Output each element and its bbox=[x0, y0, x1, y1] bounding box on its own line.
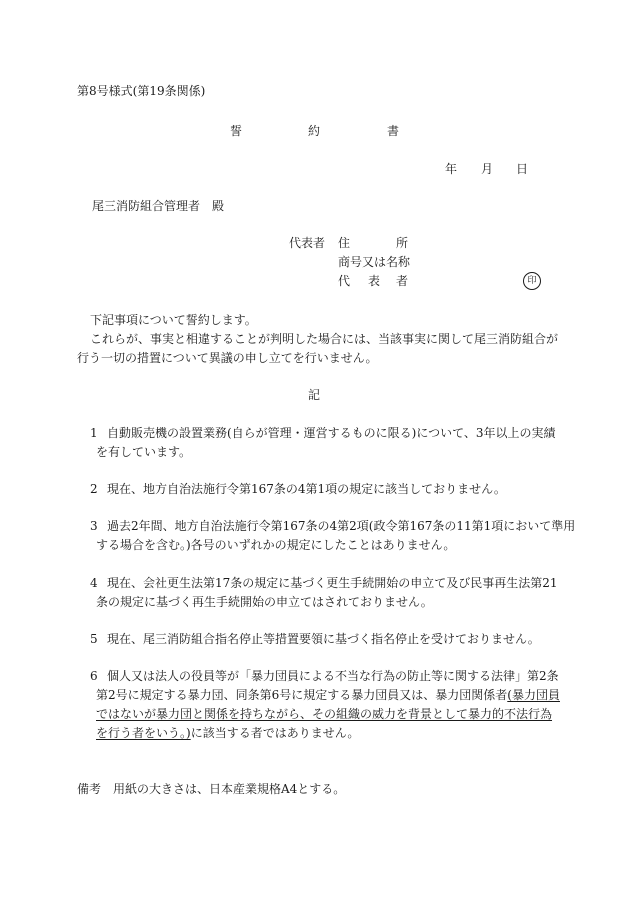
intro-line-1: 下記事項について誓約します。 bbox=[90, 313, 257, 327]
item-number: 4 bbox=[90, 576, 98, 590]
item-number: 3 bbox=[90, 519, 98, 533]
item-text-plain: 第2号に規定する暴力団、同条第6号に規定する暴力団員又は、暴力団関係者 bbox=[96, 688, 508, 702]
item-number: 2 bbox=[90, 482, 98, 496]
rep-label-c: 者 bbox=[396, 274, 409, 288]
item-text-plain: に該当する者ではありません。 bbox=[190, 726, 360, 740]
remarks: 備考 用紙の大きさは、日本産業規格A4とする。 bbox=[77, 782, 346, 796]
date-year: 年 bbox=[445, 162, 458, 176]
intro-line-3: 行う一切の措置について異議の申し立てを行いません。 bbox=[77, 351, 378, 365]
item-text-cont bbox=[96, 727, 359, 739]
item-text: 過去2年間、地方自治法施行令第167条の4第2項(政令第167条の11第1項において準用 bbox=[107, 519, 576, 533]
item-text-cont bbox=[96, 689, 560, 701]
title-char-3: 書 bbox=[387, 124, 400, 138]
seal-mark: 印 bbox=[523, 272, 541, 290]
item-text: 個人又は法人の役員等が「暴力団員による不当な行為の防止等に関する法律」第2条 bbox=[107, 669, 559, 683]
item-text-cont: を有しています。 bbox=[96, 445, 192, 459]
item-number: 5 bbox=[90, 632, 98, 646]
rep-label-a: 代 bbox=[338, 274, 351, 288]
date-month: 月 bbox=[481, 162, 494, 176]
representative-label: 代表者 bbox=[289, 236, 326, 250]
intro-line-2: これらが、事実と相違することが判明した場合には、当該事実に関して尾三消防組合が bbox=[90, 332, 559, 346]
title-char-1: 誓 bbox=[230, 124, 243, 138]
underlined-definition: ではないが暴力団と関係を持ちながら、その組織の威力を背景として暴力的不法行為 bbox=[96, 707, 553, 721]
rep-label-b: 表 bbox=[368, 274, 381, 288]
item-text: 自動販売機の設置業務(自らが管理・運営するものに限る)について、3年以上の実績 bbox=[107, 426, 556, 440]
title-char-2: 約 bbox=[308, 124, 321, 138]
ki-heading: 記 bbox=[308, 388, 321, 402]
item-text: 現在、会社更生法第17条の規定に基づく更生手続開始の申立て及び民事再生法第21 bbox=[107, 576, 558, 590]
addressee: 尾三消防組合管理者 殿 bbox=[92, 199, 225, 213]
trade-name-label: 商号又は名称 bbox=[338, 255, 411, 269]
address-label-b: 所 bbox=[396, 236, 409, 250]
item-text: 現在、尾三消防組合指名停止等措置要領に基づく指名停止を受けておりません。 bbox=[107, 632, 540, 646]
underlined-definition: を行う者をいう。) bbox=[96, 726, 191, 740]
underlined-definition: (暴力団員 bbox=[507, 688, 560, 702]
item-number: 1 bbox=[90, 426, 98, 440]
item-number: 6 bbox=[90, 669, 98, 683]
item-text-cont: 条の規定に基づく再生手続開始の申立てはされておりません。 bbox=[96, 595, 433, 609]
item-text-cont: する場合を含む。)各号のいずれかの規定にしたことはありません。 bbox=[96, 538, 456, 552]
item-text: 現在、地方自治法施行令第167条の4第1項の規定に該当しておりません。 bbox=[107, 482, 506, 496]
date-day: 日 bbox=[516, 162, 529, 176]
form-label: 第8号様式(第19条関係) bbox=[77, 84, 206, 98]
address-label-a: 住 bbox=[338, 236, 351, 250]
